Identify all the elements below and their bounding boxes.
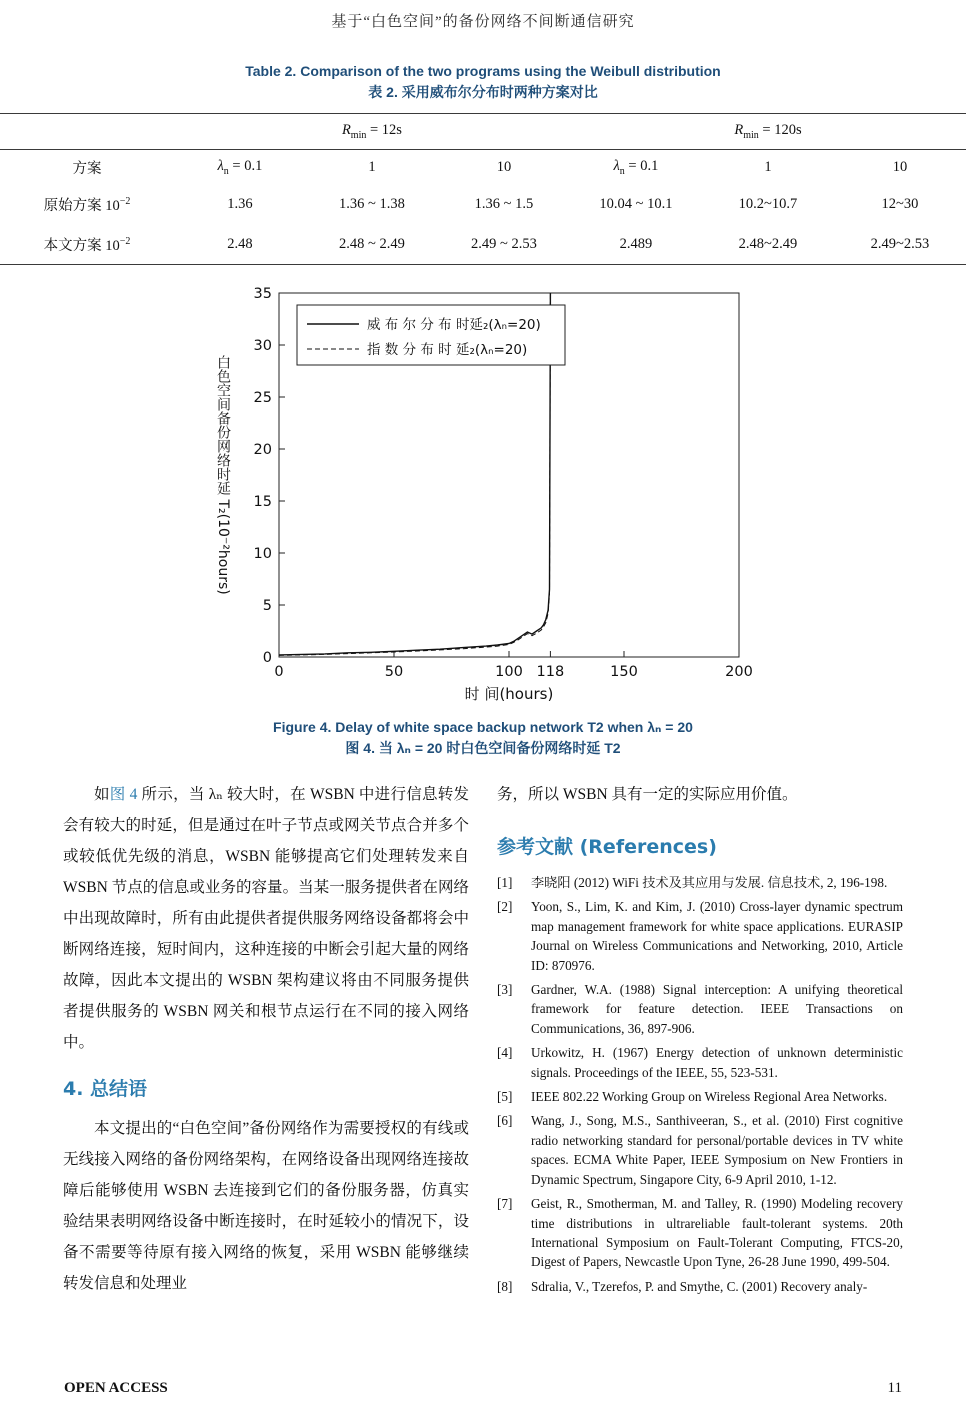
table-cell: 1.36 ~ 1.38 <box>339 196 405 212</box>
reference-text: Yoon, S., Lim, K. and Kim, J. (2010) Cross-layer dynamic spectrum map management framework for white space applications. EURASIP Journal on Wireless Communications and Networking, 2010, Article ID: 870976. <box>531 899 903 973</box>
x-tick-label: 100 <box>495 664 523 680</box>
reference-item-8 <box>497 1277 903 1296</box>
reference-item-4 <box>497 1043 903 1082</box>
figure4-caption-en-text: Delay of white space backup network T2 when λₙ = 20 <box>335 719 693 735</box>
table2-caption-zh-text: 采用威布尔分布时两种方案对比 <box>401 84 598 100</box>
body-columns <box>63 779 903 1301</box>
table2-col-header: 10 <box>496 158 512 175</box>
table2 <box>0 113 966 265</box>
reference-item-3 <box>497 980 903 1038</box>
rmin-var: R <box>341 122 351 139</box>
figure4-caption-zh-label: 图 4. <box>345 740 375 756</box>
right-column <box>497 779 903 1301</box>
x-axis-label: 时 间(hours) <box>464 685 554 703</box>
table2-group-header-rmin120 <box>570 114 966 150</box>
paragraph-2: 本文提出的“白色空间”备份网络作为需要授权的有线或无线接入网络的备份网络架构，在网络设备出现网络连接故障后能够使用 WSBN 去连接到它们的备份服务器，仿真实验结果表明网络设备中断连接时，在时延较小的情况下，设备不需要等待原有接入网络的恢复，采用 WSBN 能够继续转发信息和处理业 <box>63 1120 469 1292</box>
x-tick-label: 150 <box>610 664 638 680</box>
table-row-proposed-scheme <box>0 225 966 265</box>
y-tick-label: 20 <box>253 442 272 458</box>
figure4-caption <box>0 717 966 759</box>
x-tick-label: 50 <box>384 664 404 680</box>
row-label <box>0 225 174 265</box>
figure4-caption-en-label: Figure 4. <box>273 719 332 735</box>
reference-text: IEEE 802.22 Working Group on Wireless Regional Area Networks. <box>531 1089 888 1105</box>
running-title: 基于“白色空间”的备份网络不间断通信研究 <box>331 14 635 30</box>
reference-text: Urkowitz, H. (1967) Energy detection of unknown deterministic signals. Proceedings of the IEEE, 55, 523-531. <box>531 1045 903 1080</box>
page-number: 11 <box>887 1380 902 1396</box>
y-tick-label: 35 <box>253 286 272 302</box>
table-cell: 2.49~2.53 <box>870 235 930 252</box>
reference-text: 李晓阳 (2012) WiFi 技术及其应用与发展. 信息技术, 2, 196-198. <box>531 875 888 890</box>
table2-caption-en-text: Comparison of the two programs using the Weibull distribution <box>300 63 721 79</box>
table-cell: 2.48 ~ 2.49 <box>339 235 405 252</box>
y-tick-label: 5 <box>262 598 272 614</box>
references-heading: 参考文献 (References) <box>497 836 717 858</box>
table-cell: 2.49 ~ 2.53 <box>471 235 537 252</box>
y-tick-label: 15 <box>253 494 272 510</box>
reference-number: [1] <box>497 875 513 890</box>
figure4-caption-zh <box>0 738 966 759</box>
paragraph-1-rest: 所示，当 λₙ 较大时，在 WSBN 中进行信息转发会有较大的时延，但是通过在叶子节点或网关节点合并多个或较低优先级的消息，WSBN 能够提高它们处理转发来自 WSBN 节点的信息或业务的容量。当某一服务提供者在网络中出现故障时，所有由此提供者提供服务网络设备都将会中断网络连接，短时间内，这种连接的中断会引起大量的网络故障，因此本文提出的 WSBN 架构建议将由不同服务提供者提供服务的 WSBN 网关和根节点运行在不同的接入网络中。 <box>63 786 469 1051</box>
row-label-sup: −2 <box>119 196 131 208</box>
table2-col-header: 1 <box>764 158 772 175</box>
figure4-chart-area <box>0 281 966 711</box>
figure4-caption-zh-text: 当 λₙ = 20 时白色空间备份网络时延 T2 <box>378 740 621 756</box>
reference-item-1 <box>497 873 903 892</box>
x-tick-label: 200 <box>725 664 753 680</box>
left-column <box>63 779 469 1301</box>
table-cell: 2.489 <box>619 235 653 252</box>
reference-number: [4] <box>497 1045 513 1061</box>
reference-number: [3] <box>497 982 513 998</box>
row-label-text: 本文方案 10 <box>43 237 120 254</box>
table2-group-header-rmin12 <box>174 114 570 150</box>
reference-number: [2] <box>497 899 513 915</box>
table2-col-header: 10 <box>892 158 908 175</box>
table-cell: 2.48 <box>227 235 253 252</box>
x-tick-label: 118 <box>536 664 565 680</box>
paragraph-1 <box>63 779 469 1058</box>
figure4-crossref-link[interactable]: 图 4 <box>109 786 138 803</box>
lambda-value: = 0.1 <box>228 157 263 174</box>
table-cell: 1.36 ~ 1.5 <box>474 196 534 212</box>
table-cell: 12~30 <box>881 196 919 212</box>
lambda-var: λ <box>217 157 224 174</box>
row-label-text: 原始方案 10 <box>43 198 120 214</box>
row-label-sup: −2 <box>119 235 131 247</box>
figure4-caption-en <box>0 717 966 738</box>
reference-number: [6] <box>497 1113 513 1129</box>
table-row-original-scheme <box>0 185 966 225</box>
rmin-value: = 12s <box>366 122 402 139</box>
figure4 <box>0 281 966 759</box>
table2-col-header-lambda <box>174 150 306 185</box>
reference-text: Gardner, W.A. (1988) Signal interception: A unifying theoretical framework for feature detection. IEEE Transactions on Communications, 36, 897-906. <box>531 982 903 1036</box>
table2-col-header-lambda <box>570 150 702 185</box>
table2-caption-zh-label: 表 2. <box>368 84 398 100</box>
reference-item-5 <box>497 1087 903 1106</box>
reference-text: Wang, J., Song, M.S., Santhiveeran, S., et al. (2010) First cognitive radio networking standard for personal/portable devices in TV white spaces. ECMA White Paper, IEEE Symposium on New Frontiers in Dynamic Spectrum, Singapore City, 6-9 April 2010, 1-12. <box>531 1113 903 1187</box>
row-label <box>0 185 174 225</box>
table2-col-header-scheme: 方案 <box>72 160 102 177</box>
x-tick-label: 0 <box>274 664 284 680</box>
reference-number: [8] <box>497 1278 513 1294</box>
reference-text: Sdralia, V., Tzerefos, P. and Smythe, C. (2001) Recovery analy- <box>531 1278 868 1294</box>
table2-corner-cell <box>0 114 174 150</box>
table-cell: 1.36 <box>227 196 253 212</box>
table-cell: 10.2~10.7 <box>738 196 798 212</box>
table2-caption-zh <box>0 82 966 103</box>
table2-caption-en <box>0 61 966 82</box>
rmin-var: R <box>734 122 744 139</box>
reference-item-7 <box>497 1194 903 1272</box>
reference-item-2 <box>497 897 903 975</box>
reference-number: [5] <box>497 1089 513 1105</box>
open-access-label: OPEN ACCESS <box>64 1380 168 1396</box>
references-list <box>497 873 903 1296</box>
y-tick-label: 0 <box>262 650 272 666</box>
table2-caption-en-label: Table 2. <box>245 63 297 79</box>
paragraph-1-prefix: 如 <box>94 786 110 803</box>
rmin-sub: min <box>743 129 759 141</box>
page-footer <box>64 1380 902 1397</box>
y-axis-label: 白色空间备份网络时延 T₂(10⁻²hours) <box>215 355 231 595</box>
table-cell: 10.04 ~ 10.1 <box>599 196 673 212</box>
reference-number: [7] <box>497 1196 513 1212</box>
table2-group-header-row <box>0 114 966 150</box>
table2-column-header-row <box>0 150 966 185</box>
lambda-sub: n <box>619 165 625 177</box>
y-tick-label: 25 <box>253 390 272 406</box>
figure4-chart <box>233 281 753 711</box>
rmin-sub: min <box>350 129 367 141</box>
table2-caption <box>0 61 966 103</box>
lambda-sub: n <box>223 165 229 177</box>
reference-item-6 <box>497 1111 903 1189</box>
section-heading-conclusion: 4. 总结语 <box>63 1078 148 1100</box>
y-tick-label: 30 <box>253 338 272 354</box>
legend-label-0: 威 布 尔 分 布 时延₂(λₙ=20) <box>367 317 541 333</box>
table-cell: 2.48~2.49 <box>738 235 798 252</box>
legend-label-1: 指 数 分 布 时 延₂(λₙ=20) <box>367 342 528 358</box>
table2-col-header: 1 <box>368 158 376 175</box>
rmin-value: = 120s <box>758 122 802 139</box>
lambda-value: = 0.1 <box>624 157 659 174</box>
lambda-var: λ <box>613 157 620 174</box>
paragraph-3: 务，所以 WSBN 具有一定的实际应用价值。 <box>497 786 798 803</box>
reference-text: Geist, R., Smotherman, M. and Talley, R. (1990) Modeling recovery time distributions in ultrareliable fault-tolerant systems. 20th International Symposium on Fault-Tolerant Computing, FTCS-20, Digest of Papers, Newcastle Upon Tyne, 26-28 June 1990, 499-504. <box>531 1196 903 1270</box>
y-tick-label: 10 <box>253 546 272 562</box>
